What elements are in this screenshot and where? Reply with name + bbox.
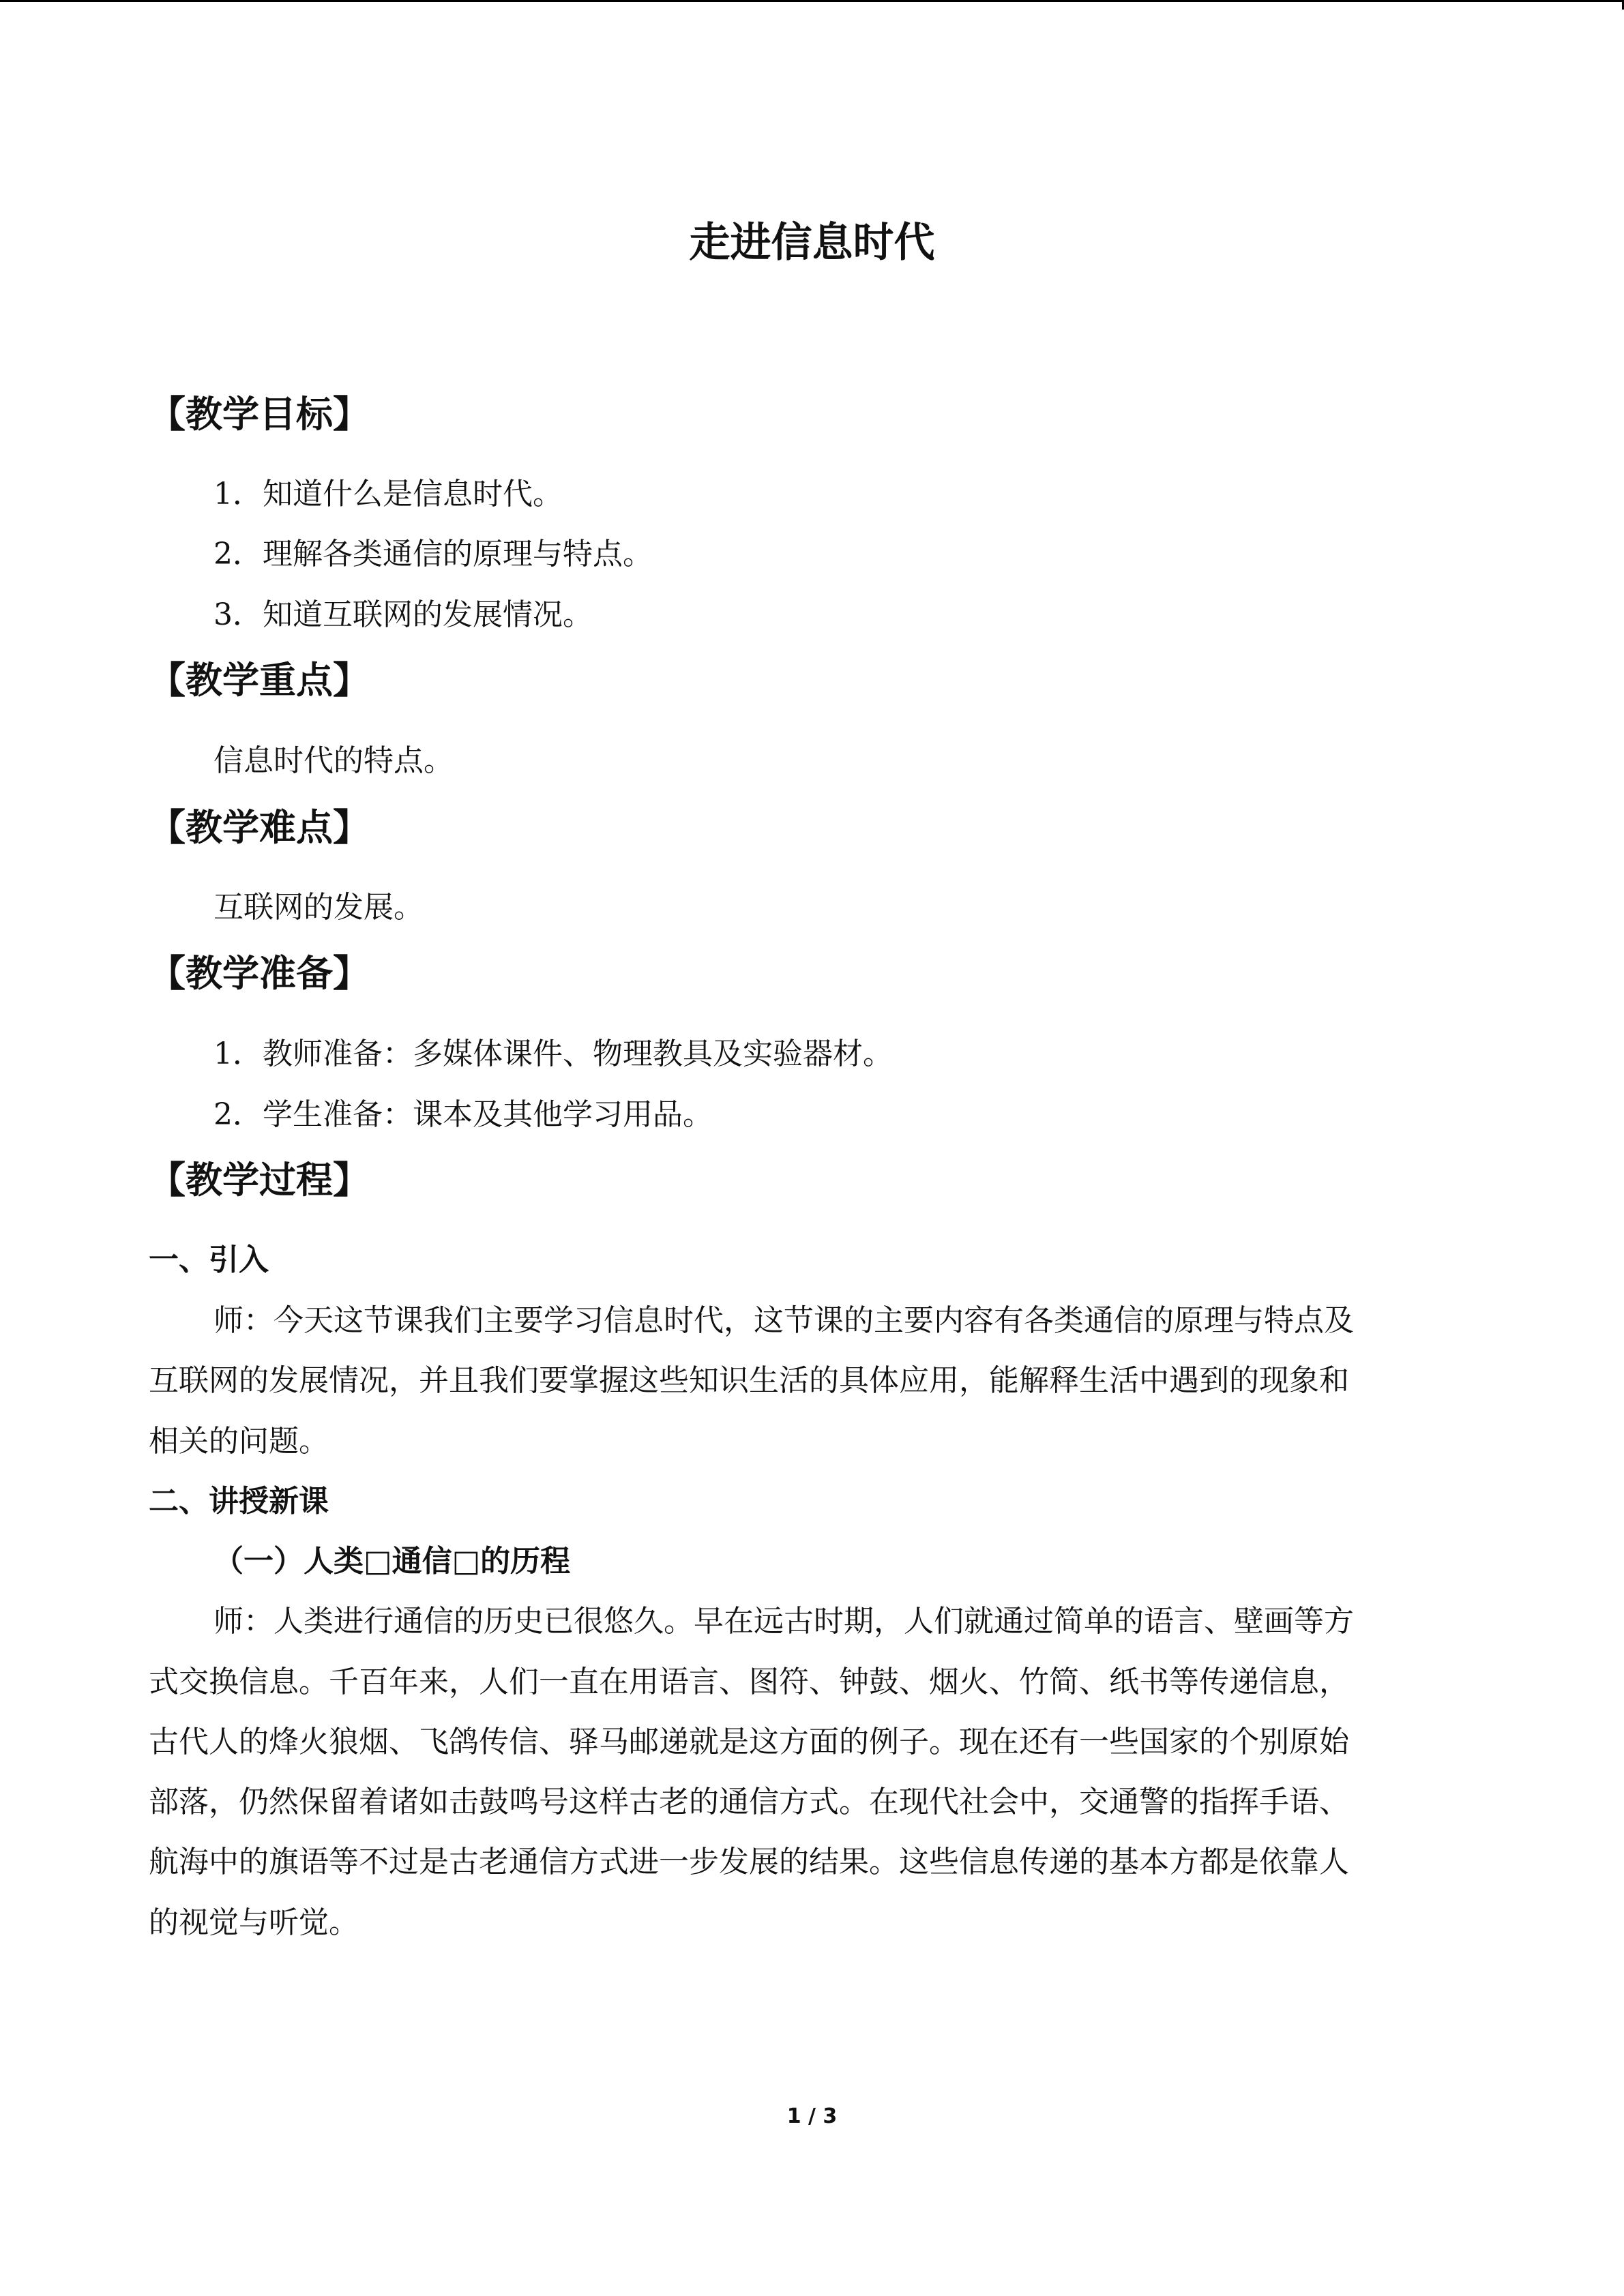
preparation-item: 1．教师准备：多媒体课件、物理教具及实验器材。: [213, 1037, 893, 1071]
intro-line: 相关的问题。: [149, 1424, 329, 1459]
heading-process: 【教学过程】: [149, 1159, 370, 1202]
history-line: 师：人类进行通信的历史已很悠久。早在远古时期，人们就通过简单的语言、壁画等方: [213, 1604, 1354, 1639]
objective-item: 2．理解各类通信的原理与特点。: [213, 537, 653, 571]
intro-line: 师：今天这节课我们主要学习信息时代，这节课的主要内容有各类通信的原理与特点及: [213, 1303, 1354, 1338]
history-line: 航海中的旗语等不过是古老通信方式进一步发展的结果。这些信息传递的基本方都是依靠人: [149, 1845, 1349, 1879]
difficulties-text: 互联网的发展。: [213, 890, 424, 925]
history-line: 古代人的烽火狼烟、飞鸽传信、驿马邮递就是这方面的例子。现在还有一些国家的个别原始: [149, 1725, 1349, 1759]
history-line: 的视觉与听觉。: [149, 1905, 359, 1940]
page-number: 1 / 3: [786, 2104, 838, 2128]
history-line: 部落，仍然保留着诸如击鼓鸣号这样古老的通信方式。在现代社会中，交通警的指挥手语、: [149, 1785, 1349, 1819]
new-lesson-heading: 二、讲授新课: [149, 1484, 329, 1519]
objective-item: 1．知道什么是信息时代。: [213, 477, 563, 511]
preparation-item: 2．学生准备：课本及其他学习用品。: [213, 1097, 713, 1132]
document-title: 走进信息时代: [689, 219, 935, 267]
objective-item: 3．知道互联网的发展情况。: [213, 597, 593, 632]
intro-line: 互联网的发展情况，并且我们要掌握这些知识生活的具体应用，能解释生活中遇到的现象和: [149, 1363, 1349, 1398]
heading-key-points: 【教学重点】: [149, 659, 370, 702]
heading-difficulties: 【教学难点】: [149, 806, 370, 849]
top-border-line: [0, 0, 1624, 2]
heading-preparation: 【教学准备】: [149, 952, 370, 995]
intro-heading: 一、引入: [149, 1242, 269, 1277]
heading-objectives: 【教学目标】: [149, 393, 370, 436]
key-points-text: 信息时代的特点。: [213, 743, 454, 778]
history-subheading: （一）人类□通信□的历程: [213, 1544, 571, 1579]
history-line: 式交换信息。千百年来，人们一直在用语言、图符、钟鼓、烟火、竹简、纸书等传递信息，: [149, 1665, 1349, 1699]
